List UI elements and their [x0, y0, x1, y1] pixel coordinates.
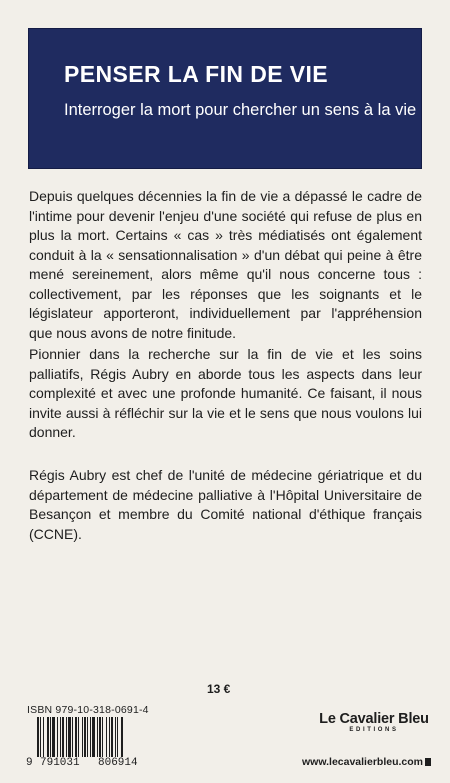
barcode-digit-first: 9	[26, 757, 33, 769]
publisher-name: Le Cavalier Bleu	[319, 711, 429, 727]
author-bio-paragraph: Régis Aubry est chef de l'unité de médecine gériatrique et du département de médecine palliative à l'Hôpital Universitaire de Besançon et membre du Comité national d'éthique français (CCNE).	[29, 467, 422, 542]
book-title: PENSER LA FIN DE VIE	[64, 61, 329, 87]
bookmark-icon	[425, 758, 431, 766]
publisher-website	[302, 756, 431, 768]
author-work-paragraph: Pionnier dans la recherche sur la fin de vie et les soins palliatifs, Régis Aubry en aborde tous les aspects dans leur complexité et avec une profonde humanité. Ce faisant, il nous invite aussi à réfléchir sur la vie et le sens que nous voulons lui donner.	[29, 346, 422, 440]
summary-paragraph: Depuis quelques décennies la fin de vie a dépassé le cadre de l'intime pour devenir l'enjeu d'une société qui refuse de plus en plus la mort. Certains « cas » très médiatisés ont également conduit à la « sensationnalisation » d'un débat qui peine à être mené sereinement, alors même qu'il nous concerne tous : collectivement, par les réponses que les soignants et le législateur apporteront, individuellement par l'appréhension que nous avons de notre finitude.	[29, 188, 422, 341]
book-subtitle: Interroger la mort pour chercher un sens à la vie	[64, 101, 417, 119]
publisher-editions: EDITIONS	[349, 727, 399, 733]
barcode-digits-left: 791031	[40, 757, 80, 769]
barcode-digits	[24, 757, 166, 769]
publisher-logo	[318, 711, 430, 733]
title-banner	[28, 28, 422, 169]
isbn-label: ISBN 979-10-318-0691-4	[27, 704, 149, 716]
website-url: www.lecavalierbleu.com	[302, 756, 423, 768]
barcode-digits-right: 806914	[98, 757, 138, 769]
price-label: 13 €	[207, 682, 231, 696]
